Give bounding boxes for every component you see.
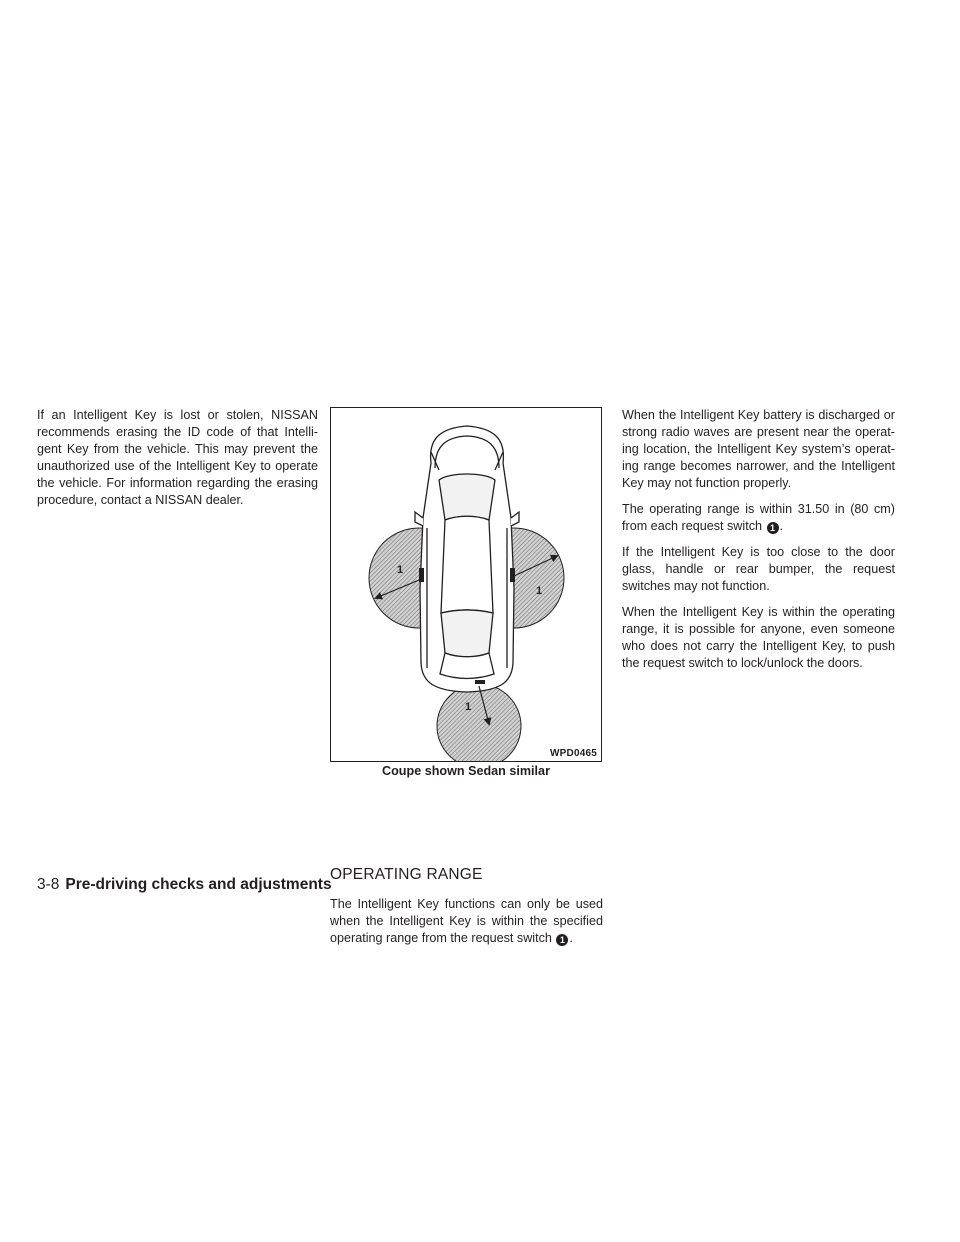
range-label-right: 1 bbox=[536, 585, 543, 597]
footer-section-title: Pre-driving checks and adjustments bbox=[65, 876, 332, 893]
rear-request-switch bbox=[475, 680, 485, 684]
rear-range-zone bbox=[437, 684, 521, 762]
car-top-view-illustration bbox=[331, 408, 602, 762]
too-close-paragraph: If the Intelligent Key is too close to the door glass, handle or rear bumper, the request switches may not function. bbox=[622, 545, 895, 593]
battery-paragraph: When the Intelligent Key battery is discharged or strong radio waves are present near the operat-ing location, the Intelligent Key system’s operat-ing range becomes narrower, and the Intelligent Key may not function properly. bbox=[622, 408, 895, 490]
page-number: 3-8 bbox=[37, 876, 60, 893]
right-column bbox=[622, 407, 895, 681]
anyone-push-paragraph: When the Intelligent Key is within the operating range, it is possible for anyone, even someone who does not carry the Intelligent Key, to push the request switch to lock/unlock the doors. bbox=[622, 605, 895, 670]
callout-1-icon: 1 bbox=[767, 522, 779, 534]
operating-range-column bbox=[330, 896, 603, 956]
range-label-left: 1 bbox=[397, 564, 404, 576]
figure-code: WPD0465 bbox=[550, 748, 597, 759]
left-request-switch bbox=[419, 568, 424, 582]
figure-caption: Coupe shown Sedan similar bbox=[382, 764, 550, 778]
range-label-rear: 1 bbox=[465, 701, 472, 713]
car-body bbox=[415, 426, 519, 692]
range-distance-paragraph: The operating range is within 31.50 in (80 cm) from each request switch 1 . bbox=[622, 502, 895, 533]
page-footer bbox=[37, 876, 332, 894]
left-column bbox=[37, 407, 318, 518]
operating-range-figure bbox=[330, 407, 602, 762]
callout-1-icon: 1 bbox=[556, 934, 568, 946]
lost-key-paragraph: If an Intelligent Key is lost or stolen, NISSAN recommends erasing the ID code of that Intelli-gent Key from the vehicle. This may prevent the unauthorized use of the Intelligent Key to operate the vehicle. For information regarding the erasing procedure, contact a NISSAN dealer. bbox=[37, 408, 318, 507]
right-request-switch bbox=[510, 568, 515, 582]
operating-range-paragraph: The Intelligent Key functions can only be used when the Intelligent Key is within the specified operating range from the request switch 1 . bbox=[330, 897, 603, 945]
section-heading: OPERATING RANGE bbox=[330, 866, 483, 883]
